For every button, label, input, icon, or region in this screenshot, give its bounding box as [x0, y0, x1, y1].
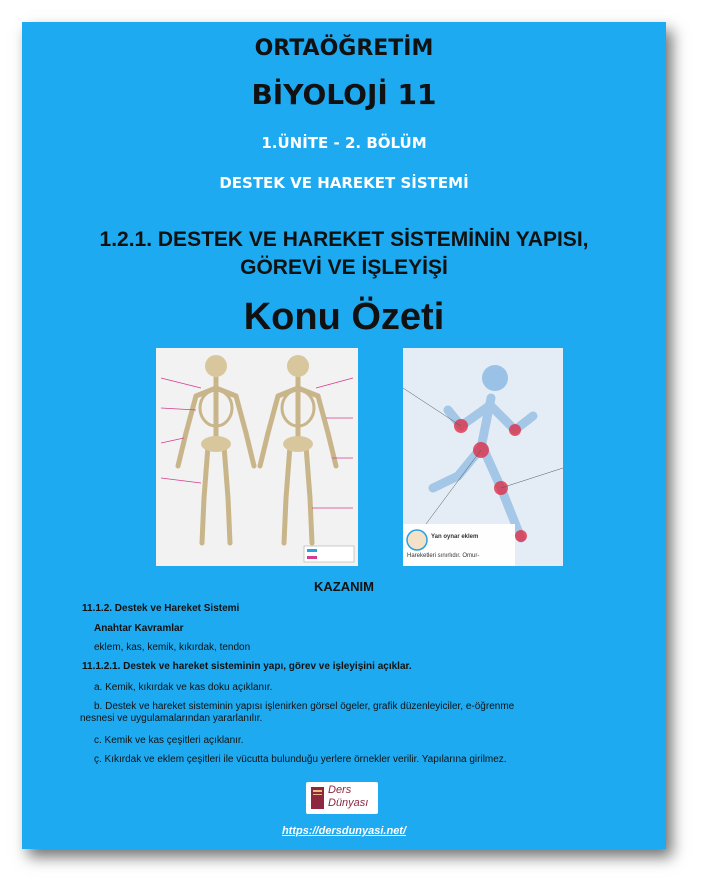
runner-caption-title: Yan oynar eklem [431, 534, 479, 540]
skeleton-icon [156, 348, 358, 566]
keywords: eklem, kas, kemik, kıkırdak, tendon [94, 642, 251, 653]
logo-line-2: Dünyası [328, 797, 369, 809]
logo-line-1: Ders [328, 784, 352, 796]
objective-c: c. Kemik ve kas çeşitleri açıklanır. [94, 735, 244, 746]
course-title: BİYOLOJİ 11 [251, 78, 437, 111]
topic-line-1: 1.2.1. DESTEK VE HAREKET SİSTEMİNİN YAPISI, [99, 228, 589, 251]
runner-caption-text: Hareketleri sınırlıdır. Omur- [407, 553, 480, 559]
logo-text [328, 784, 368, 810]
objective-a: a. Kemik, kıkırdak ve kas doku açıklanır. [94, 682, 273, 693]
skeleton-image [156, 348, 358, 566]
unit-title: 1.ÜNİTE - 2. BÖLÜM [261, 134, 427, 152]
book-icon [309, 784, 327, 812]
kazanim-title: KAZANIM [314, 579, 374, 594]
runner-icon [403, 348, 563, 566]
website-link[interactable] [22, 825, 666, 837]
kazanim-code: 11.1.2. Destek ve Hareket Sistemi [82, 603, 240, 614]
topic-title [22, 226, 666, 282]
objective: 11.1.2.1. Destek ve hareket sisteminin yapı, görev ve işleyişini açıklar. [82, 661, 412, 672]
objective-cc: ç. Kıkırdak ve eklem çeşitleri ile vücutta bulunduğu yerlere örnekler verilir. Yapılarına girilmez. [94, 754, 507, 765]
website-url[interactable]: https://dersdunyasi.net/ [281, 825, 407, 837]
keywords-title: Anahtar Kavramlar [94, 623, 184, 634]
runner-image [403, 348, 563, 566]
summary-title: Konu Özeti [243, 296, 445, 338]
system-title: DESTEK VE HAREKET SİSTEMİ [219, 174, 469, 192]
objective-b-line1: b. Destek ve hareket sisteminin yapısı işlenirken görsel ögeler, grafik düzenleyiciler, e-öğrenme [94, 701, 515, 712]
education-level: ORTAÖĞRETİM [254, 36, 434, 61]
ders-dunyasi-logo [306, 782, 378, 814]
topic-line-2: GÖREVİ VE İŞLEYİŞİ [240, 256, 448, 279]
objective-b-line2: nesnesi ve uygulamalarından yararlanılır. [80, 713, 263, 724]
document-page [22, 22, 666, 849]
